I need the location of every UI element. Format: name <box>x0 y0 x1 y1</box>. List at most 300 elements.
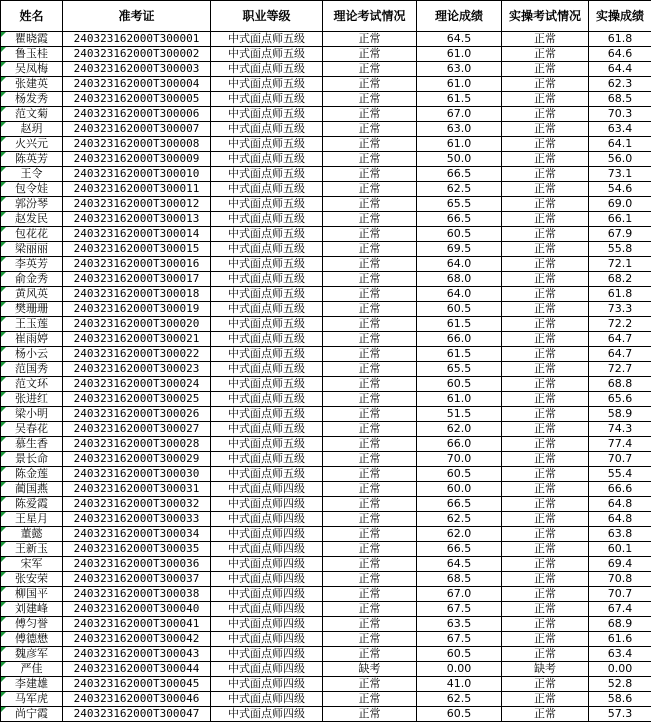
cell-theory-status[interactable]: 正常 <box>323 62 417 77</box>
cell-level[interactable]: 中式面点师五级 <box>211 332 323 347</box>
cell-level[interactable]: 中式面点师五级 <box>211 47 323 62</box>
cell-theory-status[interactable]: 正常 <box>323 377 417 392</box>
cell-level[interactable]: 中式面点师五级 <box>211 437 323 452</box>
cell-name[interactable]: 赵发民 <box>1 212 63 227</box>
cell-level[interactable]: 中式面点师五级 <box>211 287 323 302</box>
cell-name[interactable]: 包令娃 <box>1 182 63 197</box>
cell-practical-status[interactable]: 正常 <box>502 122 589 137</box>
cell-ticket[interactable]: 240323162000T300037 <box>63 572 211 587</box>
cell-practical-score[interactable]: 68.5 <box>589 92 651 107</box>
cell-ticket[interactable]: 240323162000T300010 <box>63 167 211 182</box>
cell-practical-score[interactable]: 64.4 <box>589 62 651 77</box>
cell-practical-status[interactable]: 正常 <box>502 287 589 302</box>
cell-name[interactable]: 梁丽丽 <box>1 242 63 257</box>
cell-practical-status[interactable]: 正常 <box>502 47 589 62</box>
cell-name[interactable]: 张建英 <box>1 77 63 92</box>
cell-theory-score[interactable]: 67.5 <box>417 632 502 647</box>
cell-level[interactable]: 中式面点师四级 <box>211 692 323 707</box>
cell-theory-score[interactable]: 65.5 <box>417 362 502 377</box>
cell-practical-status[interactable]: 正常 <box>502 437 589 452</box>
cell-name[interactable]: 范国秀 <box>1 362 63 377</box>
cell-level[interactable]: 中式面点师五级 <box>211 77 323 92</box>
cell-name[interactable]: 尚宁霞 <box>1 707 63 722</box>
cell-theory-score[interactable]: 66.5 <box>417 212 502 227</box>
cell-level[interactable]: 中式面点师四级 <box>211 572 323 587</box>
cell-level[interactable]: 中式面点师四级 <box>211 677 323 692</box>
cell-name[interactable]: 宋军 <box>1 557 63 572</box>
cell-theory-status[interactable]: 正常 <box>323 272 417 287</box>
cell-ticket[interactable]: 240323162000T300046 <box>63 692 211 707</box>
cell-practical-score[interactable]: 64.1 <box>589 137 651 152</box>
cell-name[interactable]: 杨发秀 <box>1 92 63 107</box>
cell-ticket[interactable]: 240323162000T300001 <box>63 32 211 47</box>
cell-theory-score[interactable]: 64.5 <box>417 557 502 572</box>
cell-ticket[interactable]: 240323162000T300043 <box>63 647 211 662</box>
cell-ticket[interactable]: 240323162000T300034 <box>63 527 211 542</box>
cell-ticket[interactable]: 240323162000T300002 <box>63 47 211 62</box>
cell-level[interactable]: 中式面点师五级 <box>211 362 323 377</box>
cell-theory-score[interactable]: 51.5 <box>417 407 502 422</box>
cell-ticket[interactable]: 240323162000T300027 <box>63 422 211 437</box>
cell-name[interactable]: 王令 <box>1 167 63 182</box>
cell-name[interactable]: 慕生香 <box>1 437 63 452</box>
cell-theory-status[interactable]: 正常 <box>323 542 417 557</box>
cell-practical-status[interactable]: 正常 <box>502 557 589 572</box>
cell-practical-status[interactable]: 正常 <box>502 692 589 707</box>
cell-theory-status[interactable]: 正常 <box>323 362 417 377</box>
cell-name[interactable]: 张进红 <box>1 392 63 407</box>
cell-name[interactable]: 郭汾琴 <box>1 197 63 212</box>
cell-ticket[interactable]: 240323162000T300006 <box>63 107 211 122</box>
cell-ticket[interactable]: 240323162000T300044 <box>63 662 211 677</box>
cell-name[interactable]: 柳国平 <box>1 587 63 602</box>
cell-practical-score[interactable]: 67.4 <box>589 602 651 617</box>
cell-ticket[interactable]: 240323162000T300003 <box>63 62 211 77</box>
cell-ticket[interactable]: 240323162000T300031 <box>63 482 211 497</box>
cell-practical-score[interactable]: 52.8 <box>589 677 651 692</box>
cell-theory-score[interactable]: 50.0 <box>417 152 502 167</box>
cell-level[interactable]: 中式面点师五级 <box>211 167 323 182</box>
cell-theory-status[interactable]: 正常 <box>323 152 417 167</box>
cell-practical-status[interactable]: 正常 <box>502 647 589 662</box>
cell-level[interactable]: 中式面点师四级 <box>211 527 323 542</box>
cell-theory-score[interactable]: 61.0 <box>417 137 502 152</box>
cell-level[interactable]: 中式面点师五级 <box>211 62 323 77</box>
cell-theory-status[interactable]: 正常 <box>323 77 417 92</box>
cell-practical-score[interactable]: 65.6 <box>589 392 651 407</box>
cell-practical-score[interactable]: 72.1 <box>589 257 651 272</box>
cell-practical-status[interactable]: 正常 <box>502 92 589 107</box>
cell-ticket[interactable]: 240323162000T300023 <box>63 362 211 377</box>
cell-name[interactable]: 梁小明 <box>1 407 63 422</box>
cell-practical-score[interactable]: 68.2 <box>589 272 651 287</box>
cell-practical-score[interactable]: 66.6 <box>589 482 651 497</box>
cell-theory-status[interactable]: 正常 <box>323 197 417 212</box>
cell-theory-status[interactable]: 正常 <box>323 617 417 632</box>
cell-theory-score[interactable]: 60.0 <box>417 482 502 497</box>
cell-practical-score[interactable]: 62.3 <box>589 77 651 92</box>
cell-theory-status[interactable]: 正常 <box>323 137 417 152</box>
cell-theory-score[interactable]: 41.0 <box>417 677 502 692</box>
cell-ticket[interactable]: 240323162000T300026 <box>63 407 211 422</box>
cell-practical-status[interactable]: 正常 <box>502 587 589 602</box>
cell-practical-score[interactable]: 68.9 <box>589 617 651 632</box>
cell-theory-score[interactable]: 61.5 <box>417 92 502 107</box>
cell-name[interactable]: 陈爱霞 <box>1 497 63 512</box>
cell-name[interactable]: 火兴元 <box>1 137 63 152</box>
cell-ticket[interactable]: 240323162000T300004 <box>63 77 211 92</box>
cell-theory-status[interactable]: 正常 <box>323 587 417 602</box>
cell-practical-status[interactable]: 正常 <box>502 107 589 122</box>
cell-level[interactable]: 中式面点师五级 <box>211 272 323 287</box>
cell-practical-status[interactable]: 正常 <box>502 167 589 182</box>
cell-theory-status[interactable]: 正常 <box>323 422 417 437</box>
cell-practical-score[interactable]: 63.4 <box>589 122 651 137</box>
cell-theory-status[interactable]: 正常 <box>323 467 417 482</box>
cell-practical-score[interactable]: 74.3 <box>589 422 651 437</box>
cell-practical-score[interactable]: 54.6 <box>589 182 651 197</box>
cell-level[interactable]: 中式面点师四级 <box>211 707 323 722</box>
cell-theory-score[interactable]: 66.0 <box>417 332 502 347</box>
cell-level[interactable]: 中式面点师五级 <box>211 152 323 167</box>
cell-ticket[interactable]: 240323162000T300007 <box>63 122 211 137</box>
cell-practical-score[interactable]: 64.7 <box>589 347 651 362</box>
cell-theory-score[interactable]: 65.5 <box>417 197 502 212</box>
cell-practical-status[interactable]: 正常 <box>502 242 589 257</box>
cell-ticket[interactable]: 240323162000T300005 <box>63 92 211 107</box>
cell-name[interactable]: 陈金莲 <box>1 467 63 482</box>
cell-practical-status[interactable]: 正常 <box>502 632 589 647</box>
cell-practical-status[interactable]: 正常 <box>502 347 589 362</box>
cell-theory-score[interactable]: 62.5 <box>417 182 502 197</box>
cell-level[interactable]: 中式面点师五级 <box>211 257 323 272</box>
cell-theory-score[interactable]: 0.00 <box>417 662 502 677</box>
cell-name[interactable]: 王新玉 <box>1 542 63 557</box>
cell-theory-score[interactable]: 64.5 <box>417 32 502 47</box>
cell-practical-score[interactable]: 55.4 <box>589 467 651 482</box>
cell-practical-score[interactable]: 68.8 <box>589 377 651 392</box>
cell-ticket[interactable]: 240323162000T300028 <box>63 437 211 452</box>
cell-name[interactable]: 俞金秀 <box>1 272 63 287</box>
cell-name[interactable]: 陈英芳 <box>1 152 63 167</box>
cell-practical-score[interactable]: 56.0 <box>589 152 651 167</box>
cell-theory-status[interactable]: 正常 <box>323 632 417 647</box>
cell-theory-status[interactable]: 正常 <box>323 287 417 302</box>
cell-theory-score[interactable]: 67.5 <box>417 602 502 617</box>
cell-theory-score[interactable]: 62.0 <box>417 527 502 542</box>
cell-name[interactable]: 吴春花 <box>1 422 63 437</box>
cell-theory-score[interactable]: 63.5 <box>417 617 502 632</box>
cell-level[interactable]: 中式面点师五级 <box>211 242 323 257</box>
cell-ticket[interactable]: 240323162000T300012 <box>63 197 211 212</box>
cell-ticket[interactable]: 240323162000T300033 <box>63 512 211 527</box>
cell-level[interactable]: 中式面点师四级 <box>211 512 323 527</box>
cell-practical-status[interactable]: 正常 <box>502 512 589 527</box>
cell-level[interactable]: 中式面点师四级 <box>211 557 323 572</box>
cell-name[interactable]: 马军虎 <box>1 692 63 707</box>
cell-theory-status[interactable]: 正常 <box>323 677 417 692</box>
cell-level[interactable]: 中式面点师四级 <box>211 602 323 617</box>
cell-theory-score[interactable]: 61.0 <box>417 77 502 92</box>
cell-practical-score[interactable]: 61.8 <box>589 287 651 302</box>
cell-practical-score[interactable]: 70.3 <box>589 107 651 122</box>
cell-theory-status[interactable]: 正常 <box>323 407 417 422</box>
cell-theory-score[interactable]: 60.5 <box>417 707 502 722</box>
cell-level[interactable]: 中式面点师五级 <box>211 347 323 362</box>
cell-name[interactable]: 景长命 <box>1 452 63 467</box>
cell-level[interactable]: 中式面点师五级 <box>211 302 323 317</box>
cell-name[interactable]: 赵玥 <box>1 122 63 137</box>
cell-theory-score[interactable]: 66.5 <box>417 497 502 512</box>
cell-level[interactable]: 中式面点师五级 <box>211 392 323 407</box>
cell-theory-status[interactable]: 正常 <box>323 32 417 47</box>
cell-name[interactable]: 严佳 <box>1 662 63 677</box>
cell-name[interactable]: 刘建峰 <box>1 602 63 617</box>
cell-ticket[interactable]: 240323162000T300017 <box>63 272 211 287</box>
cell-practical-status[interactable]: 正常 <box>502 227 589 242</box>
cell-ticket[interactable]: 240323162000T300047 <box>63 707 211 722</box>
cell-theory-status[interactable]: 正常 <box>323 242 417 257</box>
cell-theory-score[interactable]: 66.0 <box>417 437 502 452</box>
cell-theory-status[interactable]: 正常 <box>323 452 417 467</box>
cell-level[interactable]: 中式面点师五级 <box>211 137 323 152</box>
cell-practical-status[interactable]: 正常 <box>502 407 589 422</box>
cell-practical-score[interactable]: 70.7 <box>589 587 651 602</box>
cell-practical-score[interactable]: 69.0 <box>589 197 651 212</box>
cell-theory-status[interactable]: 缺考 <box>323 662 417 677</box>
cell-name[interactable]: 张安荣 <box>1 572 63 587</box>
cell-practical-status[interactable]: 正常 <box>502 137 589 152</box>
cell-name[interactable]: 王星月 <box>1 512 63 527</box>
cell-theory-status[interactable]: 正常 <box>323 302 417 317</box>
cell-theory-score[interactable]: 68.5 <box>417 572 502 587</box>
cell-practical-status[interactable]: 正常 <box>502 452 589 467</box>
cell-name[interactable]: 董懿 <box>1 527 63 542</box>
cell-theory-score[interactable]: 64.0 <box>417 257 502 272</box>
cell-practical-status[interactable]: 正常 <box>502 362 589 377</box>
cell-name[interactable]: 鲁玉桂 <box>1 47 63 62</box>
cell-level[interactable]: 中式面点师五级 <box>211 197 323 212</box>
cell-practical-score[interactable]: 61.8 <box>589 32 651 47</box>
cell-level[interactable]: 中式面点师五级 <box>211 422 323 437</box>
cell-theory-score[interactable]: 67.0 <box>417 107 502 122</box>
cell-ticket[interactable]: 240323162000T300016 <box>63 257 211 272</box>
cell-theory-status[interactable]: 正常 <box>323 557 417 572</box>
cell-ticket[interactable]: 240323162000T300013 <box>63 212 211 227</box>
cell-theory-status[interactable]: 正常 <box>323 167 417 182</box>
cell-practical-score[interactable]: 64.6 <box>589 47 651 62</box>
cell-theory-score[interactable]: 62.5 <box>417 512 502 527</box>
cell-practical-status[interactable]: 正常 <box>502 377 589 392</box>
cell-practical-score[interactable]: 67.9 <box>589 227 651 242</box>
cell-practical-status[interactable]: 正常 <box>502 467 589 482</box>
cell-theory-score[interactable]: 61.5 <box>417 317 502 332</box>
cell-name[interactable]: 崔雨婷 <box>1 332 63 347</box>
cell-practical-status[interactable]: 正常 <box>502 482 589 497</box>
cell-theory-status[interactable]: 正常 <box>323 602 417 617</box>
cell-practical-status[interactable]: 正常 <box>502 197 589 212</box>
cell-practical-status[interactable]: 正常 <box>502 392 589 407</box>
cell-theory-score[interactable]: 64.0 <box>417 287 502 302</box>
cell-ticket[interactable]: 240323162000T300020 <box>63 317 211 332</box>
cell-level[interactable]: 中式面点师四级 <box>211 497 323 512</box>
cell-ticket[interactable]: 240323162000T300041 <box>63 617 211 632</box>
cell-theory-score[interactable]: 60.5 <box>417 302 502 317</box>
cell-level[interactable]: 中式面点师五级 <box>211 227 323 242</box>
cell-practical-status[interactable]: 正常 <box>502 32 589 47</box>
cell-practical-status[interactable]: 正常 <box>502 182 589 197</box>
cell-theory-status[interactable]: 正常 <box>323 47 417 62</box>
cell-theory-status[interactable]: 正常 <box>323 437 417 452</box>
cell-practical-status[interactable]: 正常 <box>502 302 589 317</box>
cell-practical-status[interactable]: 正常 <box>502 212 589 227</box>
cell-ticket[interactable]: 240323162000T300021 <box>63 332 211 347</box>
cell-theory-score[interactable]: 61.5 <box>417 347 502 362</box>
cell-ticket[interactable]: 240323162000T300014 <box>63 227 211 242</box>
cell-theory-score[interactable]: 60.5 <box>417 647 502 662</box>
cell-theory-status[interactable]: 正常 <box>323 482 417 497</box>
cell-practical-score[interactable]: 60.1 <box>589 542 651 557</box>
cell-practical-status[interactable]: 正常 <box>502 272 589 287</box>
cell-theory-status[interactable]: 正常 <box>323 257 417 272</box>
cell-name[interactable]: 蔺国燕 <box>1 482 63 497</box>
cell-practical-score[interactable]: 69.4 <box>589 557 651 572</box>
cell-ticket[interactable]: 240323162000T300038 <box>63 587 211 602</box>
cell-theory-status[interactable]: 正常 <box>323 707 417 722</box>
cell-practical-score[interactable]: 72.2 <box>589 317 651 332</box>
cell-name[interactable]: 包花花 <box>1 227 63 242</box>
cell-ticket[interactable]: 240323162000T300036 <box>63 557 211 572</box>
cell-ticket[interactable]: 240323162000T300022 <box>63 347 211 362</box>
cell-practical-score[interactable]: 73.1 <box>589 167 651 182</box>
cell-practical-status[interactable]: 正常 <box>502 152 589 167</box>
cell-name[interactable]: 李英芳 <box>1 257 63 272</box>
cell-practical-status[interactable]: 正常 <box>502 707 589 722</box>
cell-theory-status[interactable]: 正常 <box>323 122 417 137</box>
cell-theory-score[interactable]: 67.0 <box>417 587 502 602</box>
cell-level[interactable]: 中式面点师五级 <box>211 377 323 392</box>
cell-level[interactable]: 中式面点师四级 <box>211 617 323 632</box>
cell-practical-score[interactable]: 55.8 <box>589 242 651 257</box>
cell-practical-status[interactable]: 正常 <box>502 332 589 347</box>
cell-name[interactable]: 傅匀誉 <box>1 617 63 632</box>
cell-practical-score[interactable]: 58.6 <box>589 692 651 707</box>
cell-ticket[interactable]: 240323162000T300019 <box>63 302 211 317</box>
cell-practical-status[interactable]: 正常 <box>502 257 589 272</box>
cell-theory-score[interactable]: 66.5 <box>417 167 502 182</box>
cell-theory-status[interactable]: 正常 <box>323 227 417 242</box>
cell-practical-status[interactable]: 正常 <box>502 677 589 692</box>
cell-practical-status[interactable]: 正常 <box>502 317 589 332</box>
cell-ticket[interactable]: 240323162000T300035 <box>63 542 211 557</box>
cell-theory-status[interactable]: 正常 <box>323 332 417 347</box>
cell-theory-score[interactable]: 60.5 <box>417 467 502 482</box>
cell-practical-status[interactable]: 正常 <box>502 497 589 512</box>
cell-practical-score[interactable]: 70.7 <box>589 452 651 467</box>
cell-name[interactable]: 吴凤梅 <box>1 62 63 77</box>
cell-ticket[interactable]: 240323162000T300008 <box>63 137 211 152</box>
cell-name[interactable]: 李建雄 <box>1 677 63 692</box>
cell-level[interactable]: 中式面点师五级 <box>211 107 323 122</box>
cell-level[interactable]: 中式面点师五级 <box>211 407 323 422</box>
cell-ticket[interactable]: 240323162000T300040 <box>63 602 211 617</box>
cell-theory-score[interactable]: 62.0 <box>417 422 502 437</box>
cell-practical-status[interactable]: 正常 <box>502 542 589 557</box>
cell-level[interactable]: 中式面点师五级 <box>211 182 323 197</box>
cell-ticket[interactable]: 240323162000T300018 <box>63 287 211 302</box>
cell-practical-score[interactable]: 72.7 <box>589 362 651 377</box>
cell-theory-status[interactable]: 正常 <box>323 512 417 527</box>
cell-practical-status[interactable]: 正常 <box>502 77 589 92</box>
cell-ticket[interactable]: 240323162000T300032 <box>63 497 211 512</box>
cell-practical-score[interactable]: 64.7 <box>589 332 651 347</box>
cell-practical-status[interactable]: 正常 <box>502 422 589 437</box>
cell-practical-score[interactable]: 73.3 <box>589 302 651 317</box>
cell-theory-status[interactable]: 正常 <box>323 572 417 587</box>
cell-theory-score[interactable]: 60.5 <box>417 377 502 392</box>
cell-theory-status[interactable]: 正常 <box>323 212 417 227</box>
cell-ticket[interactable]: 240323162000T300024 <box>63 377 211 392</box>
cell-level[interactable]: 中式面点师四级 <box>211 482 323 497</box>
cell-practical-status[interactable]: 正常 <box>502 572 589 587</box>
cell-ticket[interactable]: 240323162000T300025 <box>63 392 211 407</box>
cell-theory-status[interactable]: 正常 <box>323 317 417 332</box>
cell-practical-score[interactable]: 61.6 <box>589 632 651 647</box>
cell-theory-status[interactable]: 正常 <box>323 347 417 362</box>
cell-level[interactable]: 中式面点师五级 <box>211 122 323 137</box>
cell-name[interactable]: 黄风英 <box>1 287 63 302</box>
cell-practical-status[interactable]: 正常 <box>502 62 589 77</box>
cell-theory-score[interactable]: 69.5 <box>417 242 502 257</box>
cell-theory-score[interactable]: 68.0 <box>417 272 502 287</box>
cell-name[interactable]: 傅德懋 <box>1 632 63 647</box>
cell-theory-status[interactable]: 正常 <box>323 92 417 107</box>
cell-practical-score[interactable]: 57.3 <box>589 707 651 722</box>
cell-theory-status[interactable]: 正常 <box>323 497 417 512</box>
cell-practical-score[interactable]: 70.8 <box>589 572 651 587</box>
cell-ticket[interactable]: 240323162000T300015 <box>63 242 211 257</box>
cell-theory-status[interactable]: 正常 <box>323 182 417 197</box>
cell-practical-score[interactable]: 0.00 <box>589 662 651 677</box>
cell-theory-status[interactable]: 正常 <box>323 647 417 662</box>
cell-theory-status[interactable]: 正常 <box>323 692 417 707</box>
cell-level[interactable]: 中式面点师四级 <box>211 587 323 602</box>
cell-practical-score[interactable]: 63.8 <box>589 527 651 542</box>
cell-theory-score[interactable]: 61.0 <box>417 392 502 407</box>
cell-practical-score[interactable]: 64.8 <box>589 512 651 527</box>
cell-theory-score[interactable]: 60.5 <box>417 227 502 242</box>
cell-level[interactable]: 中式面点师四级 <box>211 542 323 557</box>
cell-name[interactable]: 王玉莲 <box>1 317 63 332</box>
cell-practical-status[interactable]: 正常 <box>502 617 589 632</box>
cell-theory-score[interactable]: 70.0 <box>417 452 502 467</box>
cell-theory-score[interactable]: 63.0 <box>417 62 502 77</box>
cell-theory-score[interactable]: 62.5 <box>417 692 502 707</box>
cell-practical-score[interactable]: 64.8 <box>589 497 651 512</box>
cell-level[interactable]: 中式面点师五级 <box>211 212 323 227</box>
cell-name[interactable]: 范文环 <box>1 377 63 392</box>
cell-practical-score[interactable]: 58.9 <box>589 407 651 422</box>
cell-ticket[interactable]: 240323162000T300009 <box>63 152 211 167</box>
cell-theory-status[interactable]: 正常 <box>323 392 417 407</box>
cell-practical-score[interactable]: 63.4 <box>589 647 651 662</box>
cell-level[interactable]: 中式面点师五级 <box>211 452 323 467</box>
cell-ticket[interactable]: 240323162000T300045 <box>63 677 211 692</box>
cell-theory-score[interactable]: 61.0 <box>417 47 502 62</box>
cell-theory-status[interactable]: 正常 <box>323 527 417 542</box>
cell-practical-status[interactable]: 缺考 <box>502 662 589 677</box>
cell-practical-score[interactable]: 66.1 <box>589 212 651 227</box>
